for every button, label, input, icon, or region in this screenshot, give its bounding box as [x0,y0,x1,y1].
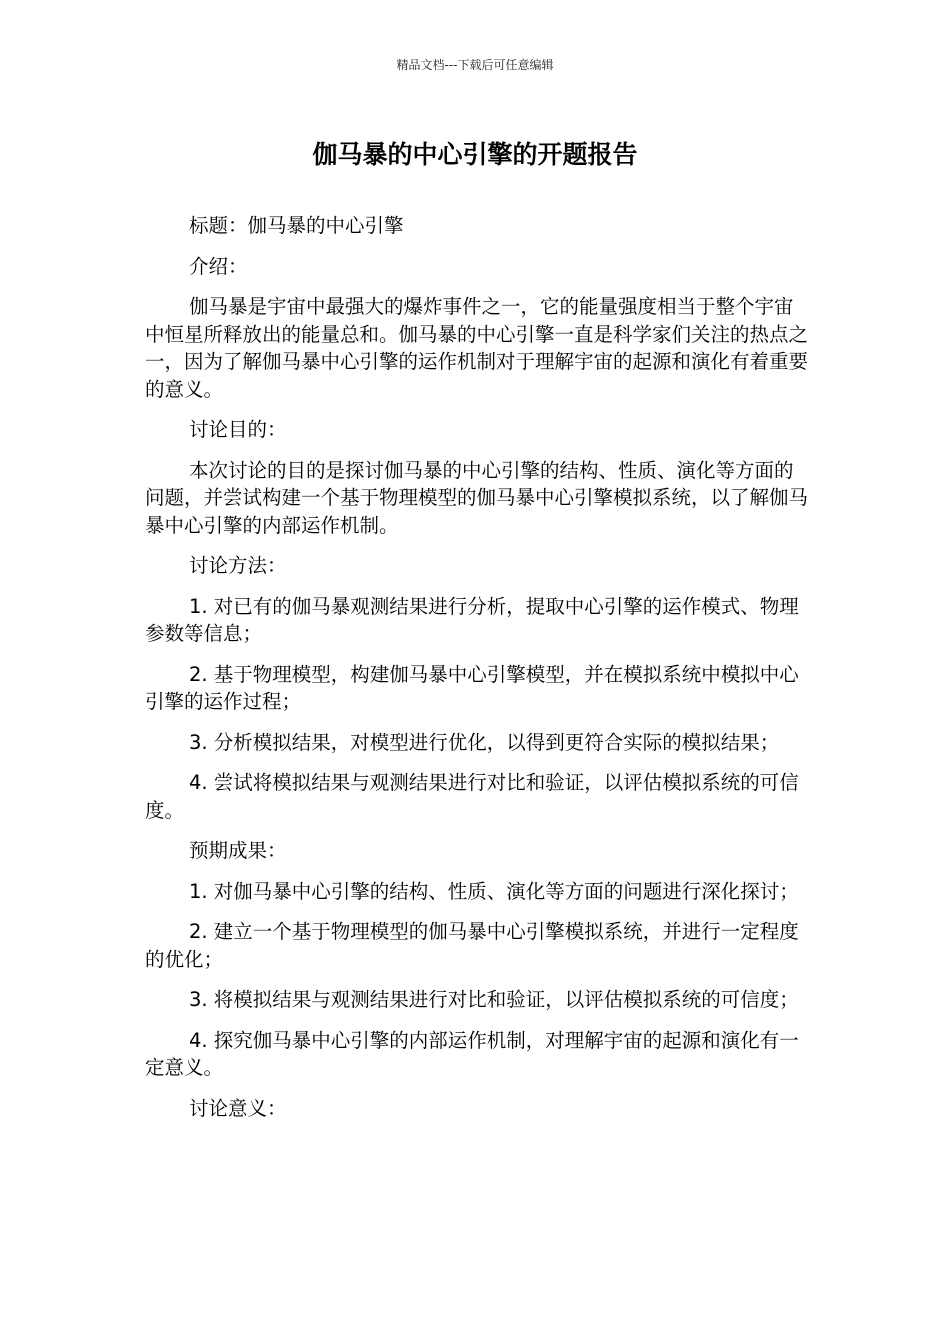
header-note: 精品文档---下载后可任意编辑 [396,58,554,72]
paragraph-label-title: 标题：伽马暴的中心引擎 [189,214,404,237]
document-body [145,212,810,1135]
section-heading-expected-results: 预期成果： [189,839,287,862]
list-item-result-1: 1. 对伽马暴中心引擎的结构、性质、演化等方面的问题进行深化探讨； [189,879,799,903]
document-title: 伽马暴的中心引擎的开题报告 [312,140,638,169]
section-heading-purpose: 讨论目的： [189,418,287,441]
list-item-method-1: 1. 对已有的伽马暴观测结果进行分析，提取中心引擎的运作模式、物理参数等信息； [145,594,799,645]
section-heading-significance: 讨论意义： [189,1096,287,1120]
paragraph-purpose: 本次讨论的目的是探讨伽马暴的中心引擎的结构、性质、演化等方面的问题，并尝试构建一个基于物理模型的伽马暴中心引擎模拟系统，以了解伽马暴中心引擎的内部运作机制。 [145,458,809,537]
section-heading-method: 讨论方法： [189,554,287,577]
list-item-method-4: 4. 尝试将模拟结果与观测结果进行对比和验证，以评估模拟系统的可信度。 [145,771,799,822]
list-item-result-2: 2. 建立一个基于物理模型的伽马暴中心引擎模拟系统，并进行一定程度的优化； [145,920,799,971]
list-item-result-4: 4. 探究伽马暴中心引擎的内部运作机制，对理解宇宙的起源和演化有一定意义。 [145,1028,799,1079]
section-heading-introduction: 介绍： [189,254,248,278]
list-item-result-3: 3. 将模拟结果与观测结果进行对比和验证，以评估模拟系统的可信度； [189,988,799,1011]
list-item-method-3: 3. 分析模拟结果，对模型进行优化，以得到更符合实际的模拟结果； [189,730,780,754]
list-item-method-2: 2. 基于物理模型，构建伽马暴中心引擎模型，并在模拟系统中模拟中心引擎的运作过程； [145,662,799,713]
paragraph-introduction: 伽马暴是宇宙中最强大的爆炸事件之一，它的能量强度相当于整个宇宙中恒星所释放出的能量总和。伽马暴的中心引擎一直是科学家们关注的热点之一，因为了解伽马暴中心引擎的运作机制对于理解宇宙的起源和演化有着重要的意义。 [145,295,809,401]
